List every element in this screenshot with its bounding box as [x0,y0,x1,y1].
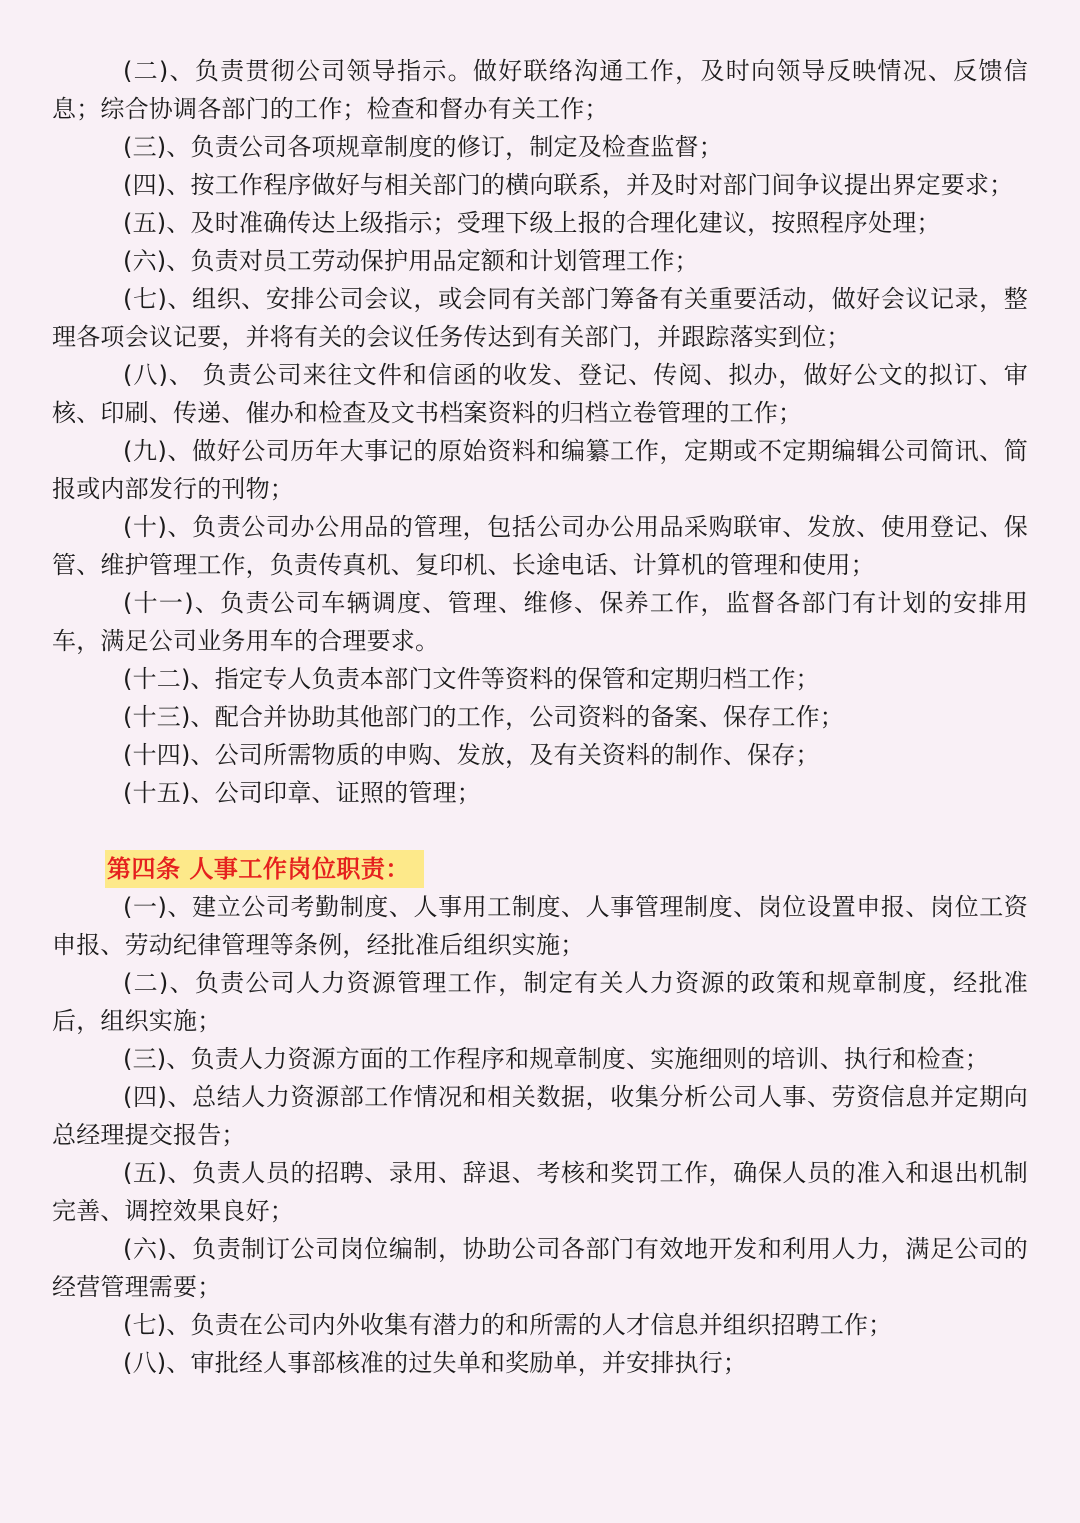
list-item: (四)、按工作程序做好与相关部门的横向联系，并及时对部门间争议提出界定要求； [123,171,1014,199]
list-item: (十四)、公司所需物质的申购、发放，及有关资料的制作、保存； [123,741,820,769]
list-item: (一)、建立公司考勤制度、人事用工制度、人事管理制度、岗位设置申报、岗位工资申报、劳动纪律管理等条例，经批准后组织实施； [52,893,1028,959]
list-item: (二)、负责公司人力资源管理工作，制定有关人力资源的政策和规章制度，经批准后，组织实施； [52,969,1028,1035]
section-spacer [52,812,1028,850]
list-item: (六)、负责制订公司岗位编制，协助公司各部门有效地开发和利用人力，满足公司的经营管理需要； [52,1235,1028,1301]
list-item: (二)、负责贯彻公司领导指示。做好联络沟通工作，及时向领导反映情况、反馈信息；综合协调各部门的工作；检查和督办有关工作； [52,57,1028,123]
list-item: (三)、负责人力资源方面的工作程序和规章制度、实施细则的培训、执行和检查； [123,1045,990,1073]
list-item: (十一)、负责公司车辆调度、管理、维修、保养工作，监督各部门有计划的安排用车，满足公司业务用车的合理要求。 [52,589,1028,655]
list-item: (五)、负责人员的招聘、录用、辞退、考核和奖罚工作，确保人员的准入和退出机制完善、调控效果良好； [52,1159,1028,1225]
list-item: (六)、负责对员工劳动保护用品定额和计划管理工作； [123,247,699,275]
section-three-list [52,52,1028,812]
list-item: (十二)、指定专人负责本部门文件等资料的保管和定期归档工作； [123,665,820,693]
list-item: (十)、负责公司办公用品的管理，包括公司办公用品采购联审、发放、使用登记、保管、维护管理工作，负责传真机、复印机、长途电话、计算机的管理和使用； [52,513,1028,579]
list-item: (五)、及时准确传达上级指示；受理下级上报的合理化建议，按照程序处理； [123,209,941,237]
list-item: (三)、负责公司各项规章制度的修订，制定及检查监督； [123,133,723,161]
list-item: (四)、总结人力资源部工作情况和相关数据，收集分析公司人事、劳资信息并定期向总经理提交报告； [52,1083,1028,1149]
list-item: (十五)、公司印章、证照的管理； [123,779,481,807]
section-heading-row [52,850,1028,888]
list-item: (八)、 负责公司来往文件和信函的收发、登记、传阅、拟办，做好公文的拟订、审核、印刷、传递、催办和检查及文书档案资料的归档立卷管理的工作； [52,361,1028,427]
section-four-heading: 第四条 人事工作岗位职责： [105,850,424,888]
list-item: (七)、负责在公司内外收集有潜力的和所需的人才信息并组织招聘工作； [123,1311,893,1339]
list-item: (十三)、配合并协助其他部门的工作，公司资料的备案、保存工作； [123,703,844,731]
section-four-list [52,888,1028,1382]
list-item: (七)、组织、安排公司会议，或会同有关部门筹备有关重要活动，做好会议记录，整理各项会议记要，并将有关的会议任务传达到有关部门，并跟踪落实到位； [52,285,1028,351]
list-item: (八)、审批经人事部核准的过失单和奖励单，并安排执行； [123,1349,748,1377]
list-item: (九)、做好公司历年大事记的原始资料和编纂工作，定期或不定期编辑公司简讯、简报或内部发行的刊物； [52,437,1028,503]
